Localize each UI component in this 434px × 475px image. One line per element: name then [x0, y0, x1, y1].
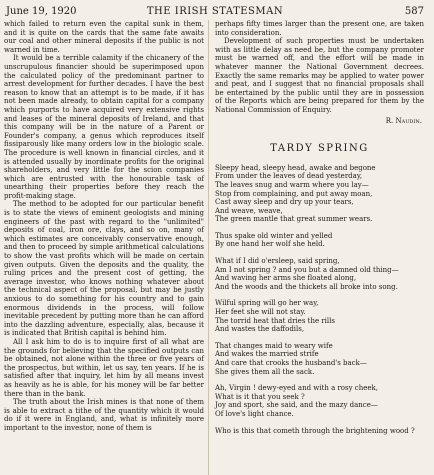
article-paragraph: It would be a terrible calamity if the chicanery of the unscrupulous financier should be superimposed upon the calculated policy of the predominant partner to arrest development for further decades. I have the best reason to know that an attempt is to be made, if it has not been made already, to obtain capital for a company which purports to have acquired very extensive rights and leases of the mineral deposits of Ireland, and that this company will be in the nature of a Parent or Founder's company, a genus which reproduces itself fissiparously like many orders low in the biologic scale. The procedure is well known in financial circles, and it is attended usually by inordinate profits for the original shareholders, and very little for the scion companies which are entrusted with the honourable task of unearthing their properties before they reach the profit-making stage.	[4, 54, 204, 200]
page-number: 587	[404, 6, 424, 17]
article-paragraph: All I ask him to do is to inquire first of all what are the grounds for believing that the specified outputs can be obtained, not alone within the three or five years of the prospectus, but within, let us say, ten years. If he is satisfied after that inquiry, let him by all means invest as heavily as he is able, for his money will be far better there than in the bank.	[4, 337, 204, 398]
poem-title: TARDY SPRING	[270, 143, 369, 155]
poem-line: Ah, Virgin ! dewy-eyed and with a rosy cheek,	[215, 384, 378, 393]
article-paragraph: The method to be adopted for our particular benefit is to state the views of eminent geologists and mining engineers of the past with regard to the "unlimited" deposits of coal, iron ore, clays, and so on, many of which estimates are conceivably conservative enough, and then to proceed by simple arithmetical calculations to show the vast profits which will be made on certain given outputs. Given the deposits and the quality, the ruling prices and the present cost of getting, the average investor, who knows nothing whatever about the technical aspect of the proposal, but may be justly anxious to do something for his country and to gain enormous dividends in the process, will follow inevitable precedent by putting more than he can afford into the dazzling adventure, especially, alas, because it is indicated that British capital is behind him.	[4, 200, 204, 338]
poem-stanza	[215, 427, 424, 436]
article-paragraph: which failed to return even the capital sunk in them, and it is quite on the cards that the same fate awaits our coal and other mineral deposits if the public is not warned in time.	[4, 20, 204, 54]
poem-line: Wilful spring will go her way,	[215, 299, 319, 308]
poem-line: Stop from complaining, and put away moan,	[215, 189, 373, 198]
column-divider	[208, 20, 209, 475]
poem-line: Joy and sport, she said, and the mazy dance—	[215, 401, 378, 410]
poem-line: And weave, weave,	[215, 206, 283, 215]
poem-line: That changes maid to weary wife	[215, 341, 333, 350]
author-signature: R. Naudin.	[385, 116, 422, 125]
poem-stanza	[215, 299, 424, 333]
poem-line: By one hand her wolf she held.	[215, 240, 325, 249]
issue-date: June 19, 1920	[6, 6, 77, 17]
poem-stanza	[215, 232, 424, 249]
poem-line: The torrid heat that dries the rills	[215, 316, 335, 325]
page-header	[6, 5, 424, 19]
article-paragraph: Development of such properties must be undertaken with as little delay as need be, but the company promoter must be warned off, and the effort will be made in whatever manner the National Government decrees. Exactly the same remarks may be applied to water power and peat, and I suggest that no financial proposals shall be entertained by the public until they are in possession of the Reports which are being prepared for them by the National Commission of Enquiry.	[215, 37, 424, 114]
poem-line: Who is this that cometh through the brightening wood ?	[215, 426, 415, 435]
poem-line: And wakes the married strife	[215, 350, 319, 359]
poem-line: Her feet she will not stay.	[215, 308, 306, 317]
left-column-article	[4, 20, 204, 433]
poem-line: And the woods and the thickets all broke into song.	[215, 282, 398, 291]
article-paragraph: perhaps fifty times larger than the present one, are taken into consideration.	[215, 20, 424, 37]
poem-stanza	[215, 384, 424, 418]
poem-line: The leaves snug and warm where you lay—	[215, 180, 369, 189]
poem-line: The green mantle that great summer wears.	[215, 215, 373, 224]
poem-line: From under the leaves of dead yesterday,	[215, 172, 363, 181]
poem-line: Sleepy head, sleepy head, awake and begone	[215, 163, 376, 172]
poem-line: Of love's light chance.	[215, 409, 294, 418]
poem-line: What if I did o'ersleep, said spring,	[215, 257, 340, 266]
poem-line: What is it that you seek ?	[215, 392, 305, 401]
poem-line: Am I not spring ? and you but a damned old thing—	[215, 265, 399, 274]
publication-title: THE IRISH STATESMAN	[146, 6, 284, 17]
poem-stanza	[215, 257, 424, 291]
article-paragraph: The truth about the Irish mines is that none of them is able to extract a tithe of the quantity which it would do if it were in England, and, what is infinitely more important to the investor, none of them is	[4, 398, 204, 432]
poem-line: Thus spake old winter and yelled	[215, 231, 333, 240]
poem-line: And waving her arms she floated along,	[215, 274, 357, 283]
poem-line: And wastes the daffodils,	[215, 325, 305, 334]
poem-line: Cast away sleep and dry up your tears,	[215, 198, 354, 207]
poem-line: She gives them all the sack.	[215, 367, 315, 376]
poem-stanza	[215, 342, 424, 376]
poem-line: And care that crooks the husband's back—	[215, 359, 367, 367]
poem-stanza	[215, 164, 424, 224]
right-column	[215, 20, 424, 443]
